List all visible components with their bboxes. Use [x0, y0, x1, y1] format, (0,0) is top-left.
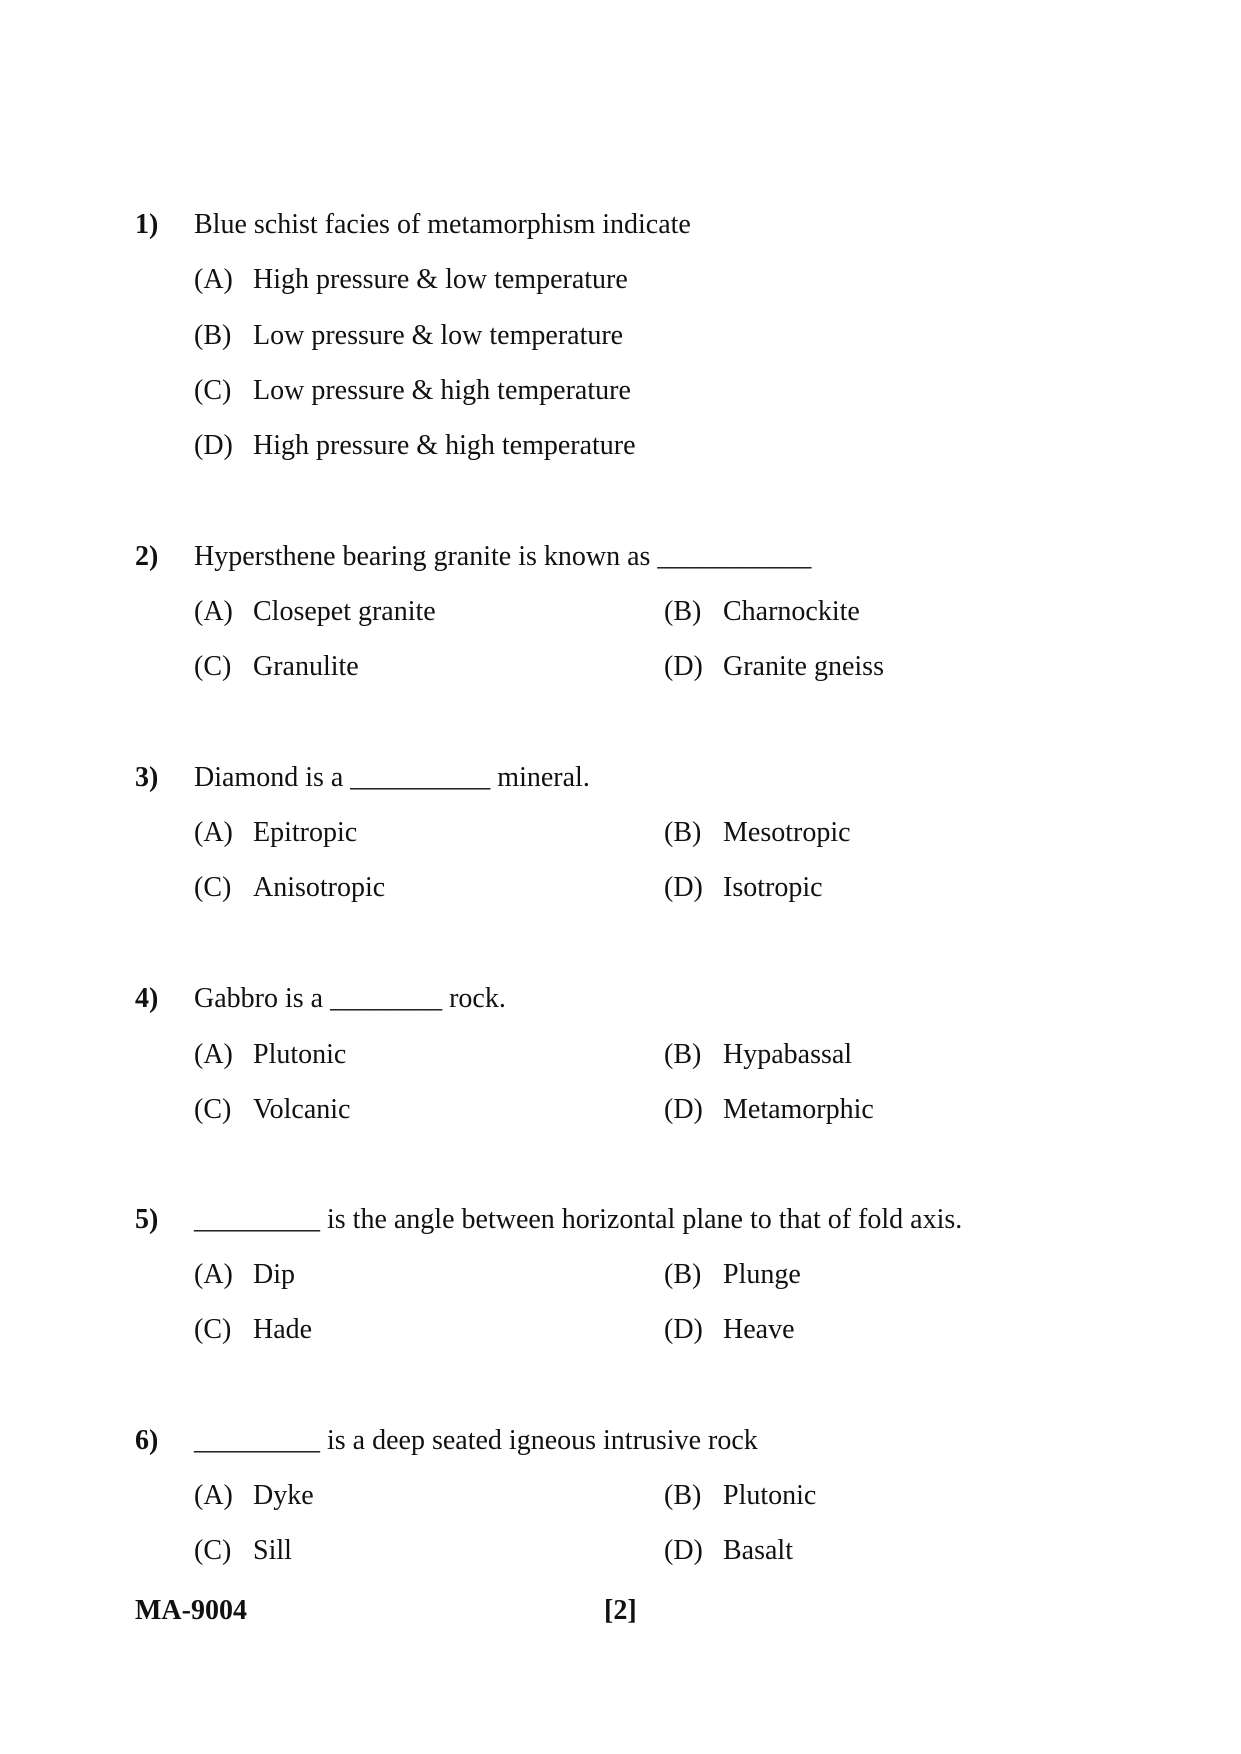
option-text: Plutonic [253, 1039, 347, 1070]
question-text: _________ is the angle between horizontal plane to that of fold axis. [194, 1204, 963, 1235]
option-text: Epitropic [253, 817, 358, 848]
option-text: Sill [253, 1535, 292, 1566]
option-letter: (D) [664, 872, 703, 903]
page-number: [2] [604, 1595, 637, 1626]
question-text: Gabbro is a ________ rock. [194, 983, 506, 1014]
option-letter: (D) [664, 651, 703, 682]
option-text: Dip [253, 1259, 295, 1290]
question-text: _________ is a deep seated igneous intrusive rock [194, 1425, 758, 1456]
option-letter: (C) [194, 1535, 232, 1566]
question-stem [0, 758, 1241, 798]
option-a [194, 1255, 295, 1295]
option-c [194, 868, 385, 908]
option-letter: (D) [664, 1094, 703, 1125]
option-letter: (B) [664, 1039, 702, 1070]
option-text: Anisotropic [253, 872, 386, 903]
question-number: 1) [135, 209, 159, 240]
option-text: Low pressure & high temperature [253, 375, 631, 406]
question-number: 6) [135, 1425, 159, 1456]
question-number: 5) [135, 1204, 159, 1235]
option-text: High pressure & high temperature [253, 430, 636, 461]
option-text: Closepet granite [253, 596, 436, 627]
option-b [664, 813, 851, 853]
option-text: Granulite [253, 651, 359, 682]
question-stem [0, 1200, 1241, 1240]
option-letter: (B) [664, 596, 702, 627]
option-text: Volcanic [253, 1094, 351, 1125]
option-text: Plutonic [723, 1480, 817, 1511]
option-b [664, 1255, 801, 1295]
option-text: Heave [723, 1314, 795, 1345]
option-letter: (D) [194, 430, 233, 461]
question-stem [0, 537, 1241, 577]
option-letter: (B) [664, 1259, 702, 1290]
option-a [194, 1476, 314, 1516]
option-text: Plunge [723, 1259, 801, 1290]
option-c [194, 371, 631, 411]
question-text: Blue schist facies of metamorphism indicate [194, 209, 691, 240]
option-letter: (D) [664, 1535, 703, 1566]
option-d [664, 868, 823, 908]
option-text: High pressure & low temperature [253, 264, 628, 295]
option-letter: (A) [194, 1259, 233, 1290]
question-stem [0, 979, 1241, 1019]
question-number: 2) [135, 541, 159, 572]
option-text: Hypabassal [723, 1039, 853, 1070]
option-text: Granite gneiss [723, 651, 884, 682]
question-text: Hypersthene bearing granite is known as ___________ [194, 541, 812, 572]
option-letter: (B) [664, 817, 702, 848]
option-letter: (B) [664, 1480, 702, 1511]
option-letter: (A) [194, 596, 233, 627]
option-d [664, 1531, 793, 1571]
option-c [194, 647, 359, 687]
option-text: Charnockite [723, 596, 860, 627]
option-b [194, 316, 623, 356]
option-letter: (A) [194, 817, 233, 848]
option-d [664, 647, 884, 687]
option-d [664, 1310, 795, 1350]
option-a [194, 813, 357, 853]
option-a [194, 1035, 346, 1075]
option-c [194, 1531, 292, 1571]
question-text: Diamond is a __________ mineral. [194, 762, 590, 793]
option-letter: (C) [194, 1094, 232, 1125]
option-letter: (C) [194, 375, 232, 406]
option-text: Low pressure & low temperature [253, 320, 624, 351]
option-letter: (B) [194, 320, 232, 351]
option-text: Hade [253, 1314, 313, 1345]
option-a [194, 592, 436, 632]
question-stem [0, 1421, 1241, 1461]
option-letter: (A) [194, 264, 233, 295]
option-b [664, 1035, 852, 1075]
option-b [664, 592, 860, 632]
option-letter: (A) [194, 1039, 233, 1070]
question-number: 4) [135, 983, 159, 1014]
option-text: Metamorphic [723, 1094, 874, 1125]
option-letter: (C) [194, 872, 232, 903]
option-b [664, 1476, 816, 1516]
option-text: Basalt [723, 1535, 793, 1566]
option-c [194, 1090, 350, 1130]
option-text: Dyke [253, 1480, 314, 1511]
option-letter: (A) [194, 1480, 233, 1511]
option-letter: (C) [194, 651, 232, 682]
option-letter: (C) [194, 1314, 232, 1345]
question-number: 3) [135, 762, 159, 793]
option-d [194, 426, 636, 466]
option-text: Isotropic [723, 872, 823, 903]
question-stem [0, 205, 1241, 245]
option-d [664, 1090, 874, 1130]
option-a [194, 260, 628, 300]
paper-code: MA-9004 [135, 1595, 247, 1626]
option-letter: (D) [664, 1314, 703, 1345]
option-text: Mesotropic [723, 817, 851, 848]
option-c [194, 1310, 312, 1350]
